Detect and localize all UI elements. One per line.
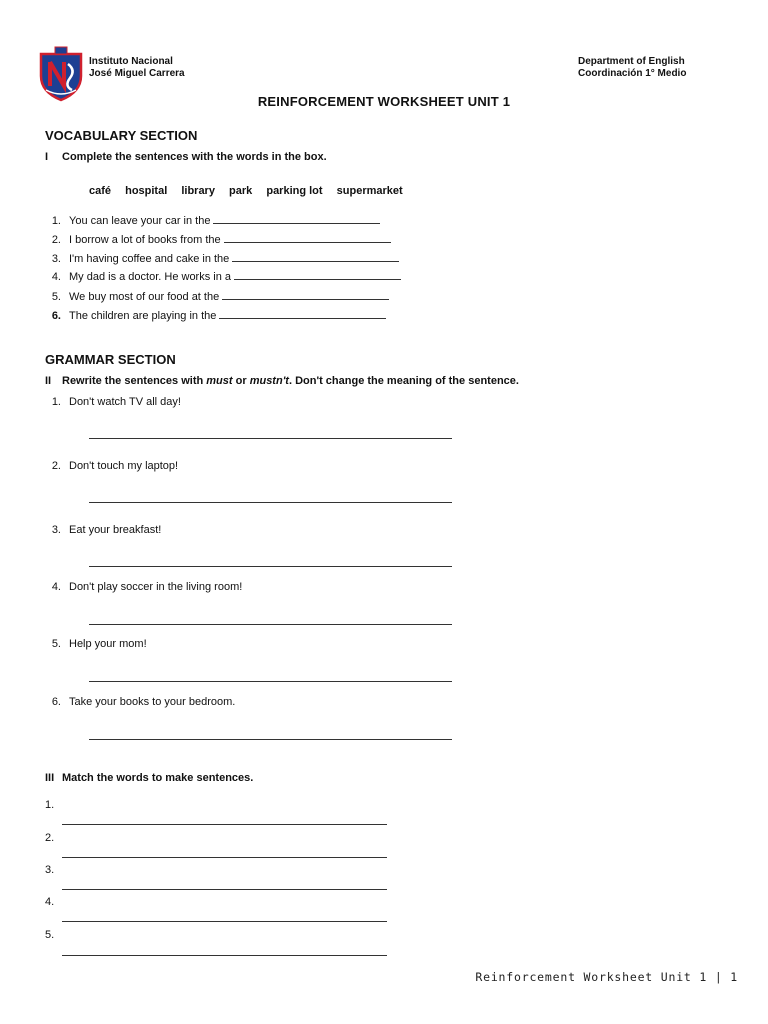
- match-item-number: 5.: [45, 929, 55, 941]
- word-item: hospital: [125, 185, 168, 197]
- item-text: I borrow a lot of books from the: [69, 234, 221, 246]
- item-text: We buy most of our food at the: [69, 291, 220, 303]
- answer-line[interactable]: [89, 502, 452, 503]
- grammar-item: [41, 638, 147, 650]
- item-text: Eat your breakfast!: [69, 524, 162, 536]
- answer-line[interactable]: [89, 438, 452, 439]
- word-item: café: [89, 185, 112, 197]
- department-line-2: Coordinación 1° Medio: [578, 68, 687, 79]
- grammar-item: [41, 396, 181, 408]
- item-text: My dad is a doctor. He works in a: [69, 271, 232, 283]
- answer-line[interactable]: [89, 624, 452, 625]
- section-numeral: II: [45, 375, 52, 387]
- must-word: must: [206, 375, 233, 387]
- school-line-1: Instituto Nacional: [89, 56, 173, 67]
- match-answer-line[interactable]: [62, 857, 387, 858]
- grammar-item: [41, 581, 242, 593]
- school-line-2: José Miguel Carrera: [89, 68, 185, 79]
- item-number: 2.: [51, 460, 61, 472]
- grammar-heading: GRAMMAR SECTION: [45, 352, 176, 367]
- item-number: 3.: [51, 524, 61, 536]
- section-numeral: III: [45, 772, 55, 784]
- item-number: 1.: [51, 396, 61, 408]
- word-item: library: [181, 185, 215, 197]
- match-item-number: 4.: [45, 896, 55, 908]
- item-text: I'm having coffee and cake in the: [69, 253, 230, 265]
- item-number: 2.: [51, 234, 61, 246]
- instruction-text: Complete the sentences with the words in the box.: [62, 151, 327, 163]
- instruction-text: Match the words to make sentences.: [62, 772, 254, 784]
- vocab-item: [41, 308, 386, 322]
- item-text: Don't watch TV all day!: [69, 396, 181, 408]
- answer-blank[interactable]: [213, 213, 380, 224]
- item-number: 5.: [51, 291, 61, 303]
- vocab-item: [41, 269, 401, 283]
- worksheet-title: REINFORCEMENT WORKSHEET UNIT 1: [257, 94, 511, 109]
- grammar-item: [41, 696, 235, 708]
- item-number: 4.: [51, 271, 61, 283]
- grammar-item: [41, 460, 178, 472]
- item-number: 4.: [51, 581, 61, 593]
- match-answer-line[interactable]: [62, 889, 387, 890]
- item-text: The children are playing in the: [69, 310, 217, 322]
- item-number: 6.: [51, 310, 61, 322]
- answer-line[interactable]: [89, 566, 452, 567]
- item-text: Take your books to your bedroom.: [69, 696, 236, 708]
- answer-blank[interactable]: [224, 232, 391, 243]
- vocabulary-instruction: [45, 151, 327, 163]
- item-number: 5.: [51, 638, 61, 650]
- vocab-item: [41, 289, 389, 303]
- page-footer: Reinforcement Worksheet Unit 1 | 1: [475, 970, 738, 984]
- vocab-item: [41, 251, 399, 265]
- answer-blank[interactable]: [232, 251, 399, 262]
- vocab-item: [41, 232, 391, 246]
- vocabulary-heading: VOCABULARY SECTION: [45, 128, 198, 143]
- item-text: You can leave your car in the: [69, 215, 211, 227]
- vocab-item: [41, 213, 380, 227]
- instruction-text-pre: Rewrite the sentences with: [62, 375, 204, 387]
- item-text: Don't touch my laptop!: [69, 460, 179, 472]
- match-instruction: [45, 772, 253, 784]
- item-text: Don't play soccer in the living room!: [69, 581, 243, 593]
- answer-line[interactable]: [89, 681, 452, 682]
- match-item-number: 2.: [45, 832, 55, 844]
- section-numeral: I: [45, 151, 49, 163]
- word-item: supermarket: [336, 185, 403, 197]
- item-number: 3.: [51, 253, 61, 265]
- item-number: 6.: [51, 696, 61, 708]
- match-item-number: 3.: [45, 864, 55, 876]
- answer-blank[interactable]: [219, 308, 386, 319]
- mustnt-word: mustn't: [249, 375, 289, 387]
- answer-line[interactable]: [89, 739, 452, 740]
- or-word: or: [235, 375, 247, 387]
- match-answer-line[interactable]: [62, 921, 387, 922]
- school-name: [89, 56, 185, 80]
- match-answer-line[interactable]: [62, 955, 387, 956]
- answer-blank[interactable]: [234, 269, 401, 280]
- answer-blank[interactable]: [222, 289, 389, 300]
- grammar-instruction: [45, 375, 519, 387]
- match-item-number: 1.: [45, 799, 55, 811]
- department-info: [578, 56, 686, 80]
- grammar-item: [41, 524, 161, 536]
- word-box: [89, 185, 414, 197]
- department-line-1: Department of English: [578, 56, 685, 67]
- word-item: park: [229, 185, 253, 197]
- match-answer-line[interactable]: [62, 824, 387, 825]
- item-text: Help your mom!: [69, 638, 147, 650]
- word-item: parking lot: [266, 185, 323, 197]
- instruction-text-post: . Don't change the meaning of the sentence.: [288, 375, 519, 387]
- item-number: 1.: [51, 215, 61, 227]
